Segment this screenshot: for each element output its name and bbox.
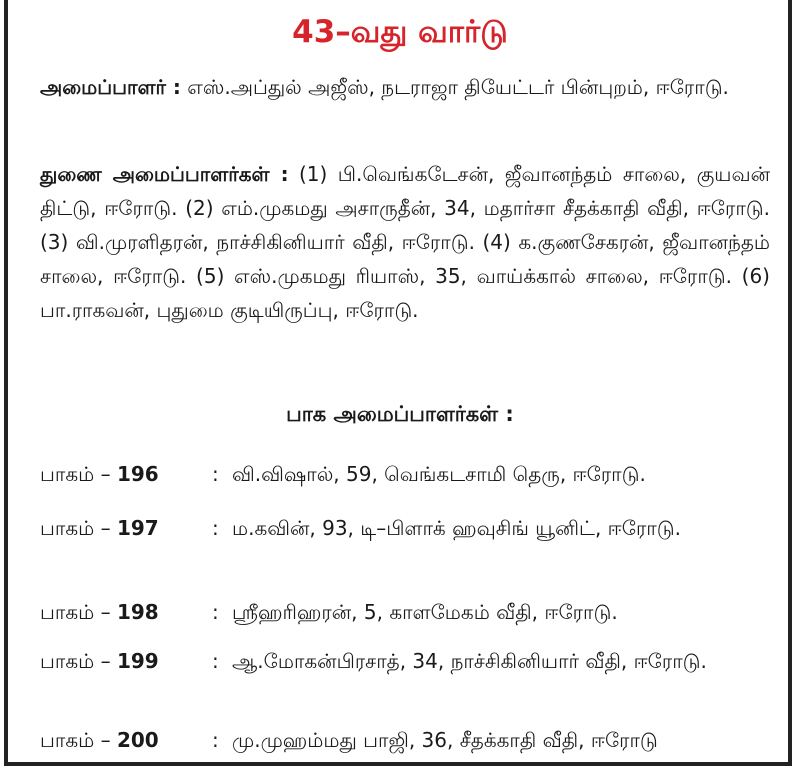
organizer-text: எஸ்.அப்துல் அஜீஸ், நடராஜா தியேட்டர் பின்புறம், ஈரோடு. (180, 75, 729, 99)
booth-number (40, 594, 210, 630)
booth-num: 196 (116, 462, 159, 486)
booth-label: பாகம் – (40, 516, 111, 540)
booth-member: மு.முஹம்மது பாஜி, 36, சீதக்காதி வீதி, ஈரோடு (232, 728, 658, 752)
booth-num: 199 (116, 649, 159, 673)
booth-member: ஆ.மோகன்பிரசாத், 34, நாச்சிகினியார் வீதி, ஈரோடு. (232, 649, 707, 673)
booth-member: ம.கவின், 93, டி–பிளாக் ஹவுசிங் யூனிட், ஈரோடு. (232, 516, 681, 540)
booth-number (40, 722, 210, 758)
booth-label: பாகம் – (40, 600, 111, 624)
deputy-label: துணை அமைப்பாளர்கள் : (40, 162, 289, 186)
deputy-text: (1) பி.வெங்கடேசன், ஜீவானந்தம் சாலை, குயவன் திட்டு, ஈரோடு. (2) எம்.முகமது அசாருதீன், 34, மதார்சா சீதக்காதி வீதி, ஈரோடு. (3) வி.முரளிதரன், நாச்சிகினியார் வீதி, ஈரோடு. (4) க.குணசேகரன், ஜீவானந்தம் சாலை, ஈரோடு. (5) எஸ்.முகமது ரியாஸ், 35, வாய்க்கால் சாலை, ஈரோடு. (6) பா.ராகவன், புதுமை குடியிருப்பு, ஈரோடு. (40, 162, 770, 322)
booth-label: பாகம் – (40, 462, 111, 486)
booth-num: 197 (116, 516, 159, 540)
booth-separator: : (212, 728, 219, 752)
booth-num: 198 (116, 600, 159, 624)
booth-number (40, 456, 210, 492)
booth-member: ஸ்ரீஹரிஹரன், 5, காளமேகம் வீதி, ஈரோடு. (232, 600, 618, 624)
organizer-paragraph (40, 70, 770, 104)
booth-number (40, 510, 210, 546)
booth-separator: : (212, 516, 219, 540)
booth-label: பாகம் – (40, 649, 111, 673)
booth-organizers-heading: பாக அமைப்பாளர்கள் : (286, 402, 514, 426)
booth-separator: : (212, 649, 219, 673)
ward-title: 43–வது வார்டு (292, 14, 508, 50)
booth-member: வி.விஷால், 59, வெங்கடசாமி தெரு, ஈரோடு. (232, 462, 646, 486)
booth-num: 200 (116, 728, 159, 752)
booth-label: பாகம் – (40, 728, 111, 752)
booth-separator: : (212, 462, 219, 486)
organizer-label: அமைப்பாளர் : (40, 75, 181, 99)
booth-separator: : (212, 600, 219, 624)
booth-number (40, 643, 210, 679)
deputy-organizers-paragraph (40, 157, 770, 327)
